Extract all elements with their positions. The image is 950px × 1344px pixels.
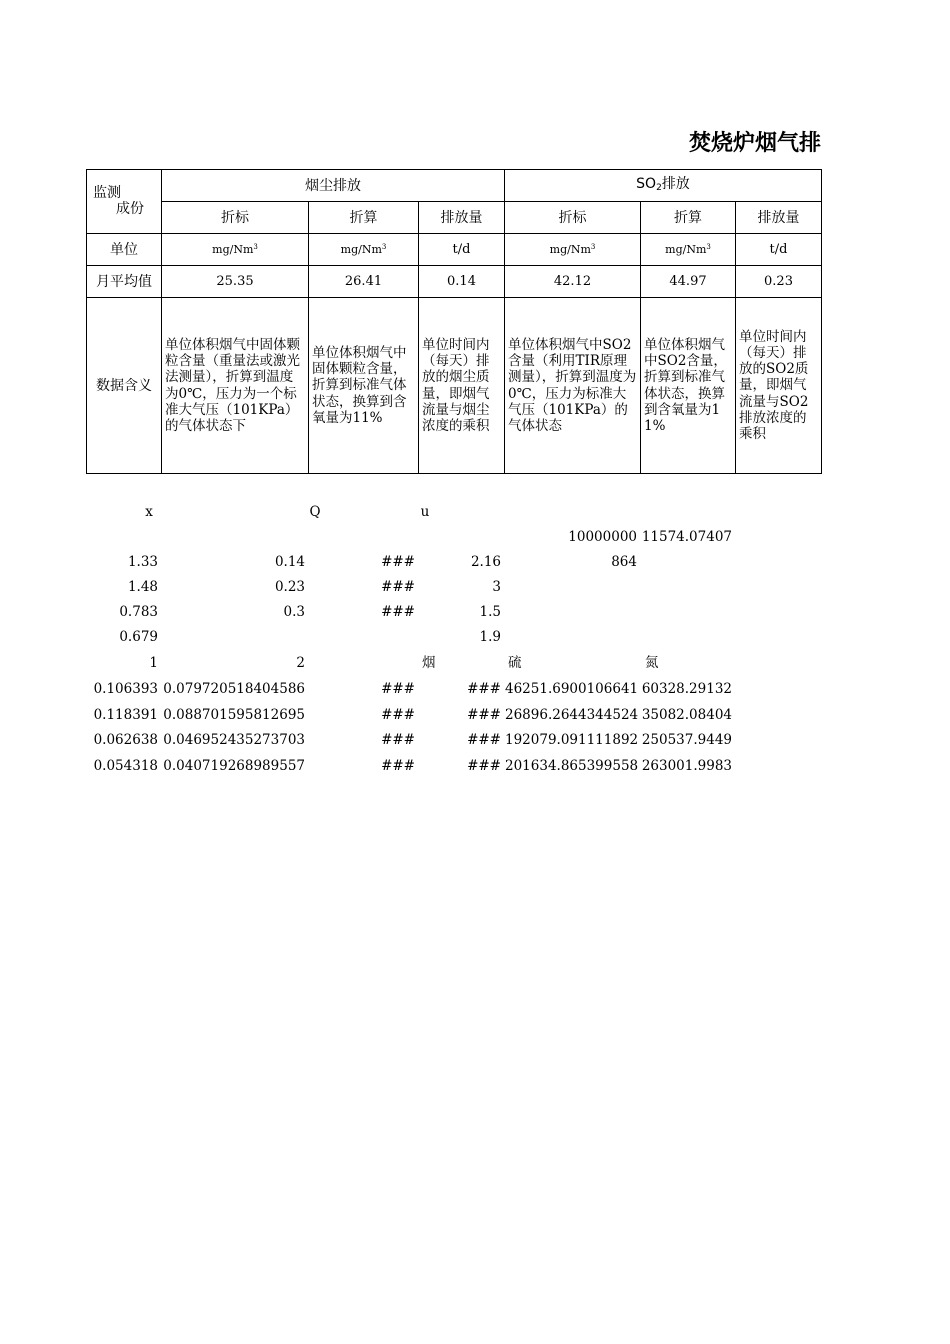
grid-cell: 0.23 xyxy=(274,579,305,595)
grid-cell: 0.106393 xyxy=(93,681,158,697)
grid-cell: 0.088701595812695 xyxy=(163,707,305,723)
grid-cell: 35082.08404 xyxy=(641,707,732,723)
sub-header: 排放量 xyxy=(419,202,505,234)
avg-value: 25.35 xyxy=(162,266,309,298)
meaning-cell: 单位体积烟气中SO2含量，折算到标准气体状态，换算到含氧量为11% xyxy=(641,298,736,474)
grid-cell: 0.079720518404586 xyxy=(163,681,305,697)
so2-prefix: SO xyxy=(636,175,657,192)
grid-cell: 192079.091111892 xyxy=(505,732,639,748)
sub-header: 折算 xyxy=(309,202,419,234)
grid-cell: ### xyxy=(381,707,415,723)
avg-value: 42.12 xyxy=(505,266,641,298)
unit-cell: mg/Nm$^3$ xyxy=(505,234,641,266)
grid-cell: 10000000 xyxy=(568,529,637,545)
grid-cell: 3 xyxy=(492,579,501,595)
grid-cell: 2.16 xyxy=(470,554,501,570)
grid-cell: ### xyxy=(381,732,415,748)
corner-top-label: 监测 xyxy=(93,185,121,201)
unit-cell: t/d xyxy=(736,234,822,266)
grid-cell: 263001.9983 xyxy=(641,758,732,774)
grid-cell: ### xyxy=(381,579,415,595)
grid-cell: 1.33 xyxy=(127,554,158,570)
group-header-so2 xyxy=(505,170,822,202)
unit-cell: t/d xyxy=(419,234,505,266)
emission-table xyxy=(86,169,822,474)
grid-cell: ### xyxy=(381,604,415,620)
grid-cell: ### xyxy=(381,758,415,774)
grid-cell: 1 xyxy=(149,655,158,671)
grid-cell: ### xyxy=(467,681,501,697)
sub-header: 折标 xyxy=(162,202,309,234)
grid-cell: 250537.9449 xyxy=(641,732,732,748)
grid-cell: ### xyxy=(381,554,415,570)
meaning-cell: 单位体积烟气中SO2含量（利用TIR原理测量），折算到温度为0℃，压力为标准大气压（101KPa）的气体状态 xyxy=(505,298,641,474)
grid-cell: 1.5 xyxy=(479,604,501,620)
sub-header: 折标 xyxy=(505,202,641,234)
meaning-cell: 单位时间内（每天）排放的烟尘质量，即烟气流量与烟尘浓度的乘积 xyxy=(419,298,505,474)
grid-cell: 0.118391 xyxy=(93,707,158,723)
grid-cell: 60328.29132 xyxy=(641,681,732,697)
grid-cell: 864 xyxy=(611,554,637,570)
so2-suffix: 排放 xyxy=(661,175,690,192)
grid-cell: 氮 xyxy=(645,655,659,671)
grid-cell: 26896.2644344524 xyxy=(505,707,639,723)
grid-cell: 0.679 xyxy=(119,629,158,645)
unit-cell: mg/Nm$^3$ xyxy=(309,234,419,266)
grid-cell: 201634.865399558 xyxy=(505,758,639,774)
grid-cell: 0.783 xyxy=(119,604,158,620)
page-title: 焚烧炉烟气排 xyxy=(688,131,821,156)
grid-cell: 0.046952435273703 xyxy=(163,732,305,748)
so2-subscript: 2 xyxy=(656,182,662,193)
grid-cell: ### xyxy=(467,732,501,748)
grid-cell: ### xyxy=(467,707,501,723)
meaning-cell: 单位时间内（每天）排放的SO2质量，即烟气流量与SO2排放浓度的乘积 xyxy=(736,298,822,474)
grid-header-q: Q xyxy=(309,504,321,520)
avg-value: 0.14 xyxy=(419,266,505,298)
grid-header-x: x xyxy=(145,504,153,520)
grid-cell: ### xyxy=(381,681,415,697)
grid-cell: 烟 xyxy=(422,655,436,671)
grid-cell: 11574.07407 xyxy=(641,529,732,545)
grid-cell: ### xyxy=(467,758,501,774)
grid-cell: 2 xyxy=(296,655,305,671)
unit-cell: mg/Nm$^3$ xyxy=(162,234,309,266)
grid-cell: 1.48 xyxy=(127,579,158,595)
avg-value: 44.97 xyxy=(641,266,736,298)
grid-cell: 0.054318 xyxy=(93,758,158,774)
grid-cell: 0.062638 xyxy=(93,732,158,748)
grid-cell: 0.3 xyxy=(283,604,305,620)
meaning-cell: 单位体积烟气中固体颗粒含量（重量法或激光法测量），折算到温度为0℃，压力为一个标准大气压（101KPa）的气体状态下 xyxy=(162,298,309,474)
unit-row-label: 单位 xyxy=(87,234,162,266)
grid-cell: 0.14 xyxy=(274,554,305,570)
grid-cell: 硫 xyxy=(508,655,522,671)
meaning-row-label: 数据含义 xyxy=(87,298,162,474)
grid-cell: 0.040719268989557 xyxy=(163,758,305,774)
grid-cell: 46251.6900106641 xyxy=(505,681,639,697)
sub-header: 排放量 xyxy=(736,202,822,234)
avg-value: 0.23 xyxy=(736,266,822,298)
avg-value: 26.41 xyxy=(309,266,419,298)
corner-header xyxy=(87,170,162,234)
corner-bottom-label: 成份 xyxy=(116,201,144,217)
grid-cell: 1.9 xyxy=(479,629,501,645)
sub-header: 折算 xyxy=(641,202,736,234)
meaning-cell: 单位体积烟气中固体颗粒含量，折算到标准气体状态，换算到含氧量为11% xyxy=(309,298,419,474)
grid-header-u: u xyxy=(420,504,430,520)
unit-cell: mg/Nm$^3$ xyxy=(641,234,736,266)
avg-row-label: 月平均值 xyxy=(87,266,162,298)
group-header-dust: 烟尘排放 xyxy=(162,170,505,202)
